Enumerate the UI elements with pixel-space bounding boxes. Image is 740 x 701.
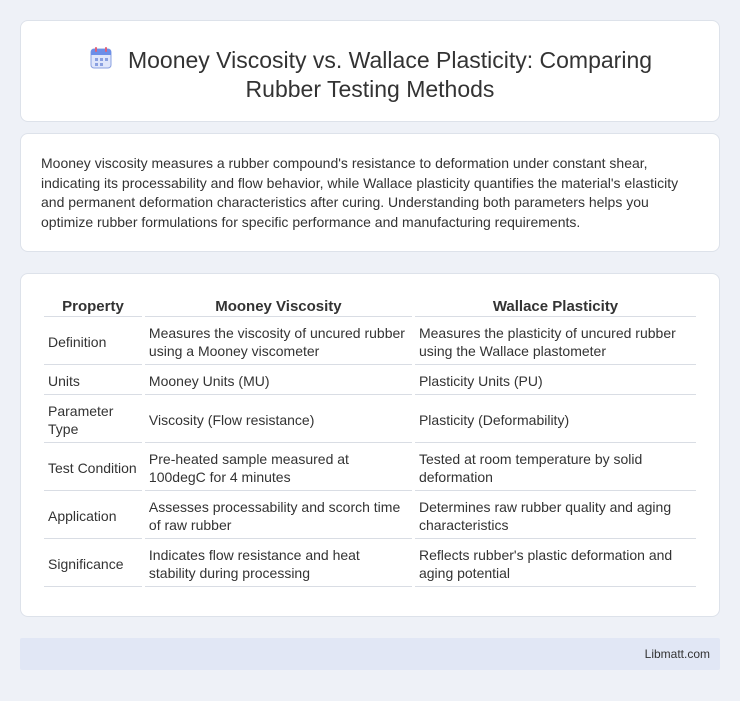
title-line-1: Mooney Viscosity vs. Wallace Plasticity: Comparing bbox=[127, 47, 653, 73]
mooney-cell: Assesses processability and scorch time of raw rubber bbox=[145, 493, 412, 539]
mooney-cell: Indicates flow resistance and heat stability during processing bbox=[145, 541, 412, 587]
wallace-cell: Tested at room temperature by solid deformation bbox=[415, 445, 696, 491]
row-label: Application bbox=[44, 493, 142, 539]
table-row bbox=[44, 397, 696, 443]
header-card bbox=[20, 20, 720, 122]
wallace-cell: Plasticity Units (PU) bbox=[415, 367, 696, 395]
mooney-cell: Viscosity (Flow resistance) bbox=[145, 397, 412, 443]
table-row bbox=[44, 367, 696, 395]
page-title bbox=[21, 45, 719, 104]
row-label: Test Condition bbox=[44, 445, 142, 491]
intro-card bbox=[20, 133, 720, 252]
table-row bbox=[44, 319, 696, 365]
header-mooney: Mooney Viscosity bbox=[145, 296, 412, 317]
row-label: Significance bbox=[44, 541, 142, 587]
header-wallace: Wallace Plasticity bbox=[415, 296, 696, 317]
mooney-cell: Mooney Units (MU) bbox=[145, 367, 412, 395]
table-row bbox=[44, 493, 696, 539]
header-property: Property bbox=[44, 296, 142, 317]
row-label: Parameter Type bbox=[44, 397, 142, 443]
mooney-cell: Measures the viscosity of uncured rubber using a Mooney viscometer bbox=[145, 319, 412, 365]
title-line-2: Rubber Testing Methods bbox=[245, 76, 495, 102]
wallace-cell: Determines raw rubber quality and aging characteristics bbox=[415, 493, 696, 539]
row-label: Units bbox=[44, 367, 142, 395]
footer-brand-link[interactable]: Libmatt.com bbox=[644, 647, 710, 661]
comparison-card bbox=[20, 273, 720, 617]
footer-bar bbox=[20, 638, 720, 670]
mooney-cell: Pre-heated sample measured at 100degC for 4 minutes bbox=[145, 445, 412, 491]
row-label: Definition bbox=[44, 319, 142, 365]
table-row bbox=[44, 541, 696, 587]
table-header-row bbox=[44, 296, 696, 317]
comparison-table bbox=[41, 294, 699, 589]
wallace-cell: Measures the plasticity of uncured rubber using the Wallace plastometer bbox=[415, 319, 696, 365]
wallace-cell: Reflects rubber's plastic deformation and aging potential bbox=[415, 541, 696, 587]
calendar-icon bbox=[88, 45, 114, 71]
intro-paragraph: Mooney viscosity measures a rubber compound's resistance to deformation under constant shear, indicating its processability and flow behavior, while Wallace plasticity quantifies the material's elasticity and permanent deformation characteristics after curing. Understanding both parameters helps you optimize rubber formulations for specific performance and manufacturing requirements. bbox=[41, 155, 679, 230]
table-row bbox=[44, 445, 696, 491]
wallace-cell: Plasticity (Deformability) bbox=[415, 397, 696, 443]
